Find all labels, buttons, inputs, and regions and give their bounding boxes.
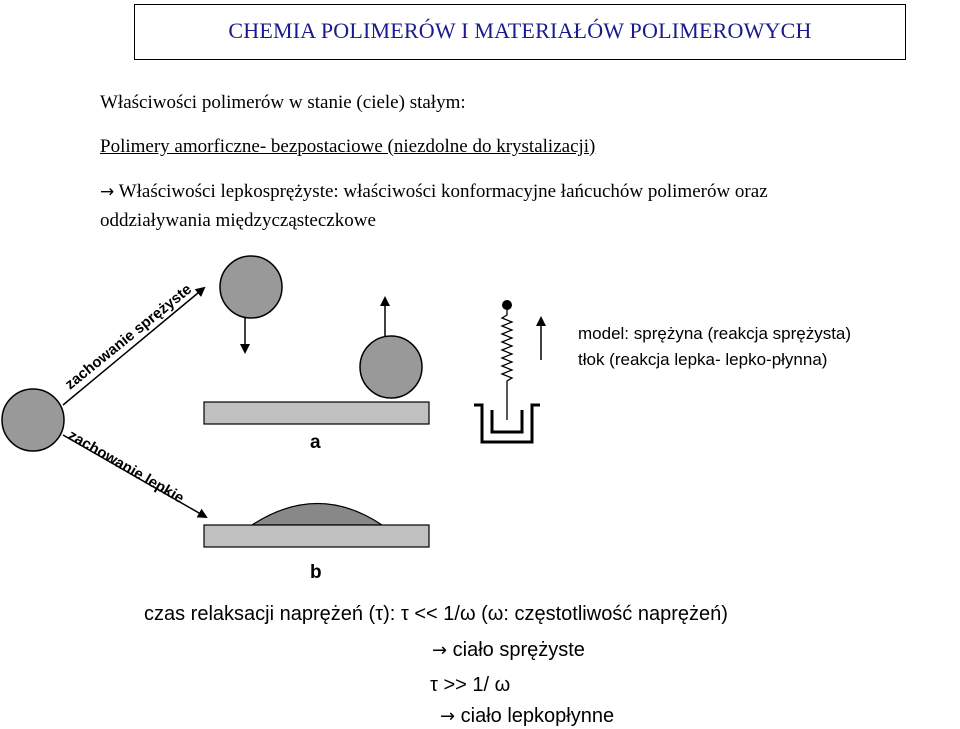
- section-subheading: Polimery amorficzne- bezpostaciowe (niezdolne do krystalizacji): [100, 136, 596, 157]
- label-b: b: [310, 562, 322, 583]
- viscous-body-text: ciało lepkopłynne: [460, 705, 615, 727]
- elastic-body-text: ciało sprężyste: [452, 639, 585, 661]
- relaxation-line-1: czas relaksacji naprężeń (τ): τ << 1/ω (ω: częstotliwość naprężeń): [144, 603, 728, 625]
- arrow-right-icon: →: [440, 706, 456, 727]
- arrow-right-icon: →: [100, 182, 115, 202]
- falling-ball: [220, 256, 282, 318]
- source-ball: [2, 389, 64, 451]
- viscoelastic-text-1: Właściwości lepkosprężyste: właściwości konformacyjne łańcuchów polimerów oraz: [118, 181, 768, 202]
- relaxation-line-2: [432, 639, 585, 662]
- elastic-behaviour-label: zachowanie sprężyste: [61, 280, 195, 394]
- elastic-branch-arrow: [63, 288, 204, 405]
- arrow-right-icon: →: [432, 640, 448, 661]
- spring-anchor: [502, 300, 512, 310]
- spring-icon: [502, 310, 512, 420]
- plate-b: [204, 525, 429, 547]
- section-heading: Właściwości polimerów w stanie (ciele) stałym:: [100, 92, 466, 113]
- spread-drop: [252, 504, 382, 526]
- viscous-behaviour-label: zachowanie lepkie: [65, 426, 187, 507]
- relaxation-line-4: [440, 705, 614, 728]
- page-title: CHEMIA POLIMERÓW I MATERIAŁÓW POLIMEROWYCH: [228, 18, 812, 43]
- bouncing-ball: [360, 336, 422, 398]
- relaxation-line-3: τ >> 1/ ω: [430, 674, 511, 696]
- plate-a: [204, 402, 429, 424]
- label-a: a: [310, 432, 321, 453]
- model-text-1: model: sprężyna (reakcja sprężysta): [578, 324, 852, 343]
- model-text-2: tłok (reakcja lepka- lepko-płynna): [578, 350, 828, 369]
- viscoelastic-text-2: oddziaływania międzycząsteczkowe: [100, 210, 376, 231]
